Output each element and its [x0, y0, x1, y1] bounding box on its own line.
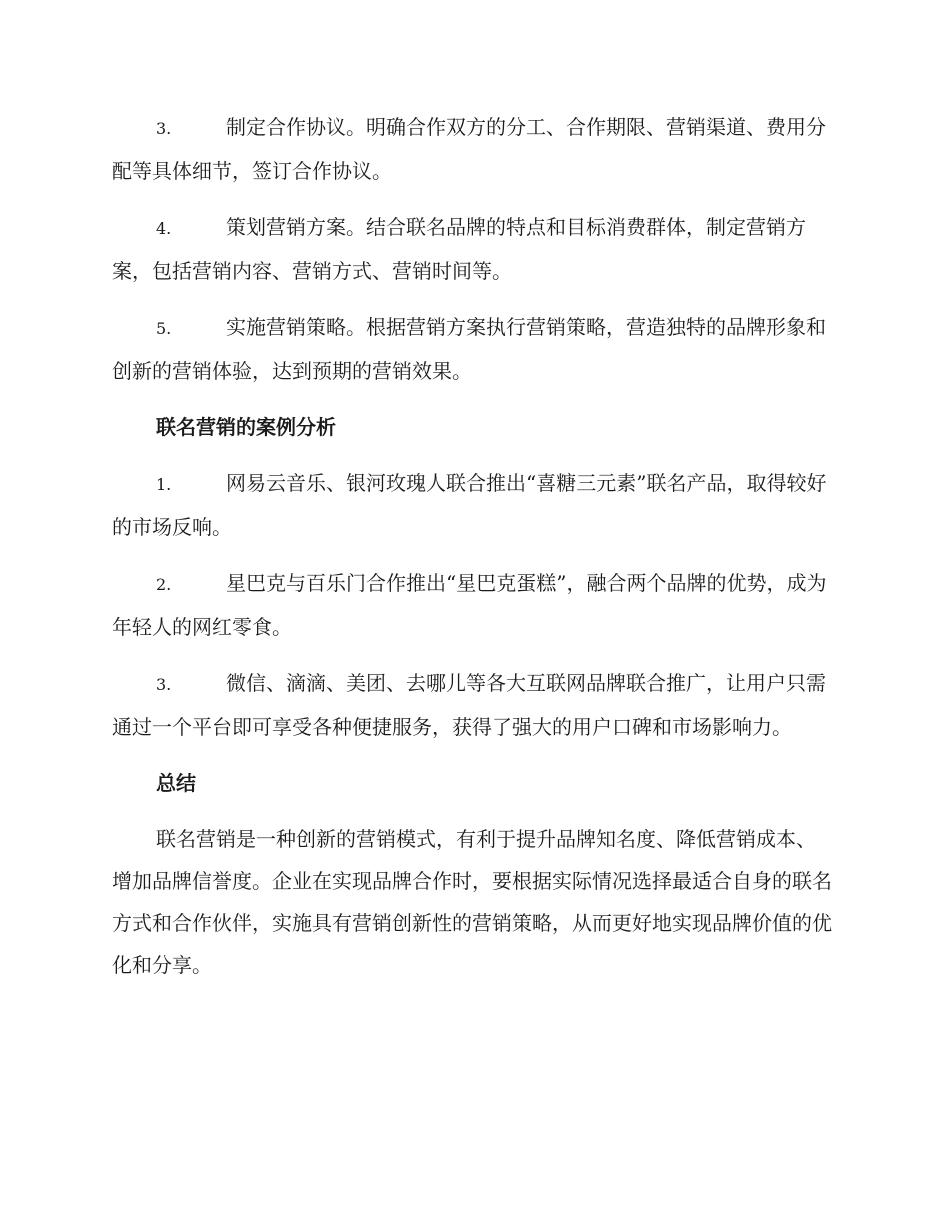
case-text: 网易云音乐、银河玫瑰人联合推出“喜糖三元素”联名产品，取得较好的市场反响。 [112, 471, 827, 539]
case-text: 星巴克与百乐门合作推出“星巴克蛋糕”，融合两个品牌的优势，成为年轻人的网红零食。 [112, 571, 827, 639]
case-item [112, 662, 832, 748]
case-text: 微信、滴滴、美团、去哪儿等各大互联网品牌联合推广，让用户只需通过一个平台即可享受各种便捷服务，获得了强大的用户口碑和市场影响力。 [112, 671, 826, 739]
step-item [112, 306, 832, 392]
step-text: 策划营销方案。结合联名品牌的特点和目标消费群体，制定营销方案，包括营销内容、营销方式、营销时间等。 [112, 215, 806, 283]
case-item [112, 562, 832, 648]
step-number: 4. [156, 219, 172, 238]
summary-heading: 总结 [156, 771, 196, 795]
case-number: 2. [156, 575, 172, 594]
case-item [112, 462, 832, 548]
step-number: 5. [156, 319, 172, 338]
step-item [112, 206, 832, 292]
case-number: 3. [156, 675, 172, 694]
step-text: 制定合作协议。明确合作双方的分工、合作期限、营销渠道、费用分配等具体细节，签订合作协议。 [112, 115, 826, 183]
step-text: 实施营销策略。根据营销方案执行营销策略，营造独特的品牌形象和创新的营销体验，达到预期的营销效果。 [112, 315, 826, 383]
step-number: 3. [156, 119, 172, 138]
document-body [112, 106, 832, 986]
cases-heading: 联名营销的案例分析 [156, 415, 336, 439]
summary-paragraph: 联名营销是一种创新的营销模式，有利于提升品牌知名度、降低营销成本、增加品牌信誉度。企业在实现品牌合作时，要根据实际情况选择最适合自身的联名方式和合作伙伴，实施具有营销创新性的营销策略，从而更好地实现品牌价值的优化和分享。 [112, 827, 832, 977]
case-number: 1. [156, 475, 172, 494]
step-item [112, 106, 832, 192]
